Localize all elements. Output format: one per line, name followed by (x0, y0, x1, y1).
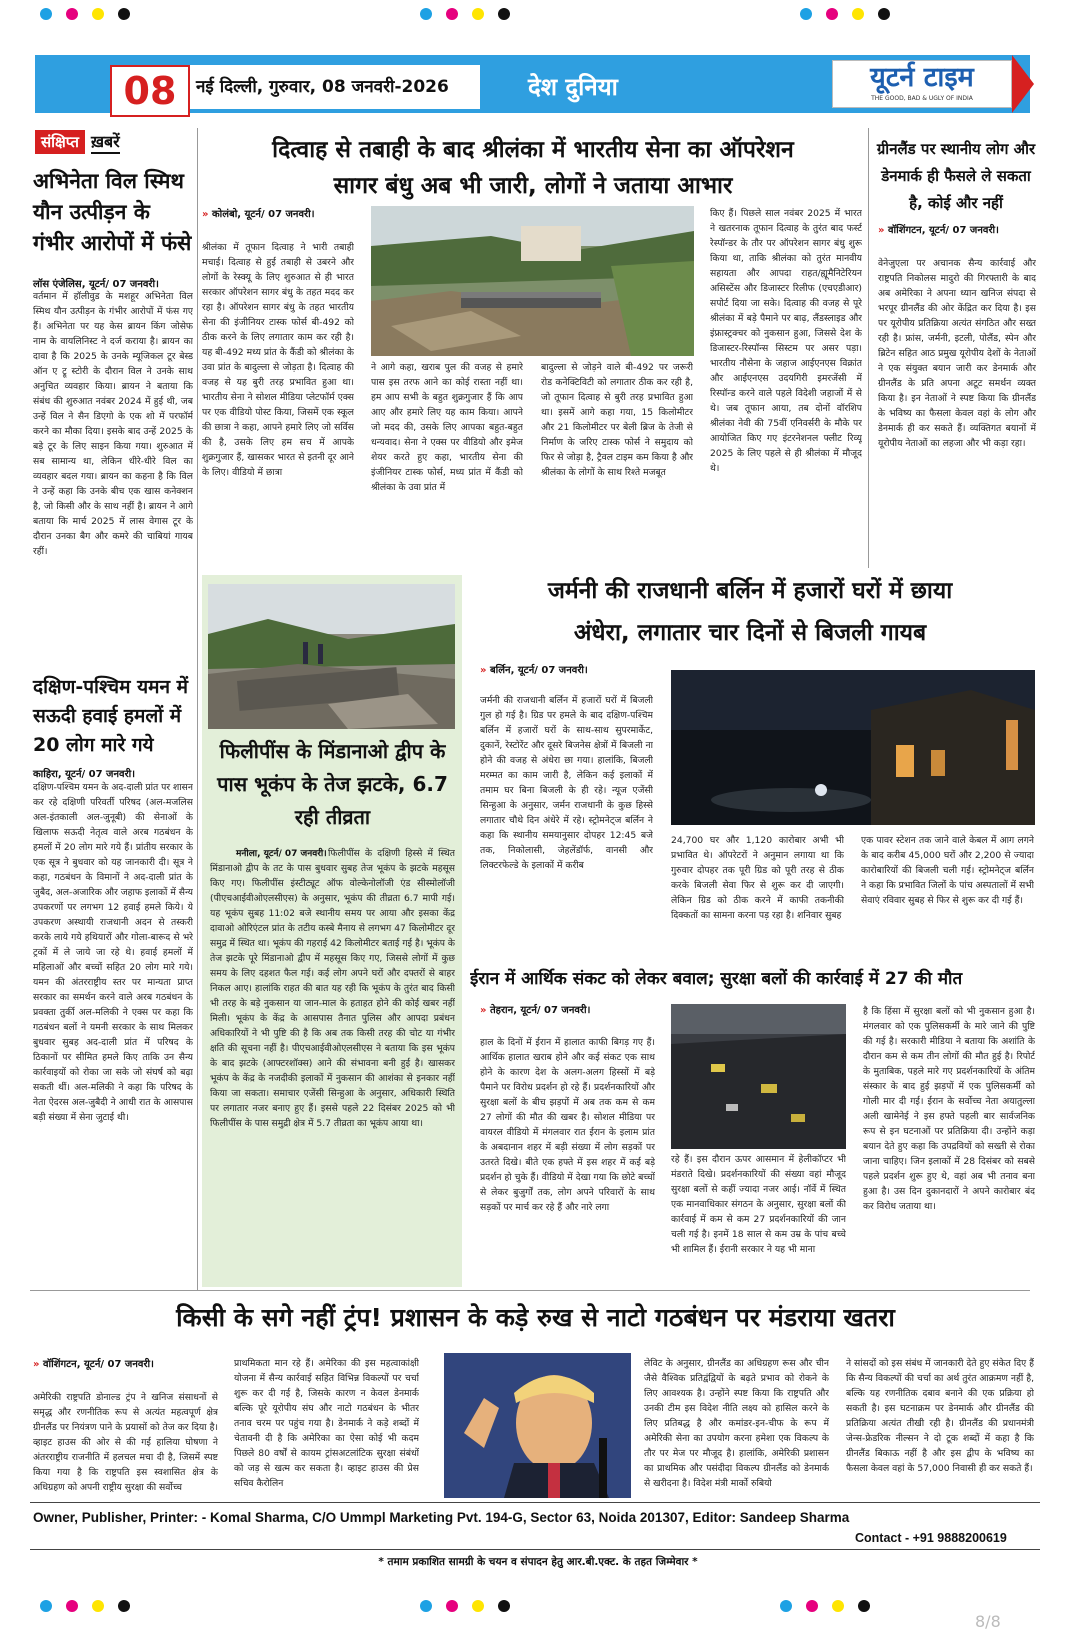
protest-photo-svg (671, 1004, 846, 1149)
registration-marks-bottom-3 (780, 1600, 870, 1612)
srilanka-dateline-text: कोलंबो, यूटर्न/ 07 जनवरी। (211, 209, 315, 220)
masthead-arrow (1012, 55, 1034, 113)
date-line: नई दिल्ली, गुरुवार, 08 जनवरी-2026 (190, 65, 480, 109)
iran-dateline-text: तेहरान, यूटर्न/ 07 जनवरी। (489, 1005, 591, 1016)
berlin-col2: 24,700 घर और 1,120 कारोबार अभी भी प्रभावित थे। ऑपरेटरों ने अनुमान लगाया था कि गुरुवार दोपहर तक पूरी ग्रिड को पूरी तरह से ठीक करके बिजली सेवा फिर से शुरू कर दी जाएगी। लेकिन ग्रिड को ठीक करने में काफी तकनीकी दिक्कतों का सामना करना पड़ रहा है। शनिवार सुबह (671, 835, 844, 921)
footer-rule-2 (30, 1549, 1040, 1550)
black-dot (118, 8, 130, 20)
berlin-dateline: » बर्लिन, यूटर्न/ 07 जनवरी। (480, 665, 588, 676)
srilanka-col4: किए हैं। पिछले साल नवंबर 2025 में भारत ने खतरनाक तूफान दित्वाह के तुरंत बाद फर्स्ट रेस्पॉन्डर के तौर पर ऑपरेशन सागर बंधु शुरू किया था, ताकि श्रीलंका को तुरंत मानवीय सहायता और आपदा राहत/ह्यूमैनिटेरियन असिस्टेंस और डिजास्टर रिलीफ (एचएडीआर) सपोर्ट दिया जा सके। दित्वाह की वजह से पूरे श्रीलंका में बड़े पैमाने पर बाढ़, लैंडस्लाइड और इंफ्रास्ट्रक्चर को नुकसान हुआ, जिससे देश के डिजास्टर-रिस्पॉन्स सिस्टम पर असर पड़ा। भारतीय नौसेना के जहाज आईएनएस विक्रांत और आईएनएस उदयगिरी इमरजेंसी में रिस्पॉन्ड करने वाले पहले विदेशी जहाजों में से थे। जब तूफान आया, तब दोनों वॉरशिप श्रीलंका नेवी की 75वीं एनिवर्सरी के मौके पर आयोजित किए गए इंटरनेशनल फ्लीट रिव्यू 2025 के लिए पहले से ही श्रीलंका में मौजूद थे। (710, 208, 862, 474)
berlin-headline-1: जर्मनी की राजधानी बर्लिन में हजारों घरों में छाया (547, 578, 953, 604)
iran-dateline: » तेहरान, यूटर्न/ 07 जनवरी। (480, 1005, 591, 1016)
berlin-headline-2: अंधेरा, लगातार चार दिनों से बिजली गायब (573, 620, 927, 646)
greenland-dateline: » वॉशिंगटन, यूटर्न/ 07 जनवरी। (878, 225, 999, 236)
earthquake-photo (208, 584, 455, 729)
srilanka-headline-2: सागर बंधु अब भी जारी, लोगों ने जताया आभार (333, 173, 733, 199)
iran-col2: रहे हैं। इस दौरान ऊपर आसमान में हेलीकॉप्टर भी मंडराते दिखे। प्रदर्शनकारियों की संख्या वहां मौजूद सुरक्षा बलों से कहीं ज्यादा नजर आई। नॉर्वे में स्थित एक मानवाधिकार संगठन के अनुसार, सुरक्षा बलों की कार्रवाई में कम से कम 27 प्रदर्शनकारियों की जान चली गई है। इनमें 18 साल से कम उम्र के पांच बच्चे भी शामिल हैं। ईरानी सरकार ने यह भी माना (671, 1154, 846, 1255)
iran-col3: है कि हिंसा में सुरक्षा बलों को भी नुकसान हुआ है। मंगलवार को एक पुलिसकर्मी के मारे जाने की पुष्टि की गई है। सरकारी मीडिया ने बताया कि अशांति के दौरान कम से कम तीन लोगों की मौत हुई है। रिपोर्ट के मुताबिक, पहले मारे गए प्रदर्शनकारियों के अंतिम संस्कार के बाद हुई झड़पों में एक पुलिसकर्मी को गोली मार दी गई। ईरान के सर्वोच्च नेता अयातुल्ला अली खामेनेई ने इस हफ्ते पहली बार सार्वजनिक रूप से इन घटनाओं पर प्रतिक्रिया दी। उन्होंने कड़ा बयान देते हुए कहा कि उपद्रवियों को सख्ती से रोका जाना चाहिए। जिन इलाकों में 28 दिसंबर को सबसे पहले प्रदर्शन शुरू हुए थे, वहां अब भी तनाव बना हुआ है। उस दिन दुकानदारों ने अपने कारोबार बंद कर विरोध जताया था। (863, 1006, 1035, 1212)
dark-house-photo (671, 670, 1035, 825)
srilanka-col1: श्रीलंका में तूफान दित्वाह ने भारी तबाही मचाई। दित्वाह से हुई तबाही से उबरने और लोगों के रेस्क्यू के लिए शुरुआत से ही भारत सरकार ऑपरेशन सागर बंधु के तहत मदद कर रहा है। ऑपरेशन सागर बंधु के तहत भारतीय सेना की इंजीनियर टास्क फोर्स बी-492 को ठीक करने के लिए लगातार काम कर रही है। यह बी-492 मध्य प्रांत के कैंडी को श्रीलंका के उवा प्रांत के बादुल्ला से जोड़ता है। दित्वाह की वजह से यह बुरी तरह प्रभावित हुआ था। भारतीय सेना ने सोशल मीडिया प्लेटफॉर्म एक्स पर एक वीडियो पोस्ट किया, जिसमें एक स्कूल की छात्रा ने कहा, आपने हमारे लिए जो सर्विस की है, उसके लिए हम सच में आपके शुक्रगुजार हैं, खासकर भारत से इतनी दूर आने के लिए। वीडियो में छात्रा (202, 242, 354, 478)
philippines-dateline: मनीला, यूटर्न/ 07 जनवरी। (236, 849, 327, 859)
trump-dateline: » वॉशिंगटन, यूटर्न/ 07 जनवरी। (33, 1359, 154, 1370)
srilanka-col3: बादुल्ला से जोड़ने वाले बी-492 पर जरूरी रोड कनेक्टिविटी को लगातार ठीक कर रही है, जो तूफान दित्वाह से बुरी तरह प्रभावित हुआ था। इसमें आगे कहा गया, 15 किलोमीटर और 21 किलोमीटर पर बेली ब्रिज के तेजी से निर्माण के जरिए टास्क फोर्स ने समुदाय को फिर से जोड़ा है, ट्रैवल टाइम कम किया है और श्रीलंका के लोगों के साथ रिश्ते मजबूत (541, 362, 693, 478)
yemen-body: दक्षिण-पश्चिम यमन के अद-दाली प्रांत पर शासन कर रहे दक्षिणी परिवर्ती परिषद (अल-मजलिस अल-इंतकाली अल-जुनूबी) की सेनाओं के खिलाफ सऊदी नेतृत्व वाले अरब गठबंधन के हमलों में 20 लोग मारे गये हैं। प्रांतीय सरकार के एक सूत्र ने बुधवार को यह जानकारी दी। सूत्र ने कहा, गठबंधन के विमानों ने अद-दाली प्रांत के जुबैद, अल-अजारिक और जहाफ इलाकों में सैन्य उपकरणों पर लगभग 12 हवाई हमले किये। ये उपकरण अस्थायी राजधानी अदन से तस्करी करके लाये गये हथियारों और गोला-बारूद से भरे ट्रकों में ले जाये जा रहे थे। हवाई हमलों में महिलाओं और बच्चों सहित 20 लोग मारे गये। यमन की अंतरराष्ट्रीय स्तर पर मान्यता प्राप्त सरकार का समर्थन करने वाले अरब गठबंधन के प्रवक्ता तुर्की अल-मलिकी ने एक्स पर कहा कि गठबंधन बलों ने यमनी सरकार के साथ मिलकर बुधवार सुबह अद-दाली प्रांत में परिषद के ठिकानों पर सीमित हमले किए ताकि उन सैन्य कार्रवाइयों को रोका जा सके जो संघर्ष को बढ़ा सकती थीं। अल-मलिकी ने कहा कि परिषद के नेता ऐदरस अल-जुबैदी ने आधी रात के आसपास बड़ी संख्या में सेना जुटाई थी। (33, 782, 193, 1123)
trump-col3: लेविट के अनुसार, ग्रीनलैंड का अधिग्रहण रूस और चीन जैसे वैश्विक प्रतिद्वंद्वियों के बढ़ते प्रभाव को रोकने के लिए आवश्यक है। उन्होंने स्पष्ट किया कि राष्ट्रपति और उनकी टीम इस विदेश नीति लक्ष्य को हासिल करने के लिए प्रतिबद्ध है और कमांडर-इन-चीफ के रूप में अमेरिकी सेना का उपयोग करना हमेशा एक विकल्प के तौर पर मेज पर मौजूद है। हालांकि, अमेरिकी प्रशासन का प्राथमिक और पसंदीदा विकल्प ग्रीनलैंड को डेनमार्क से खरीदना है। विदेश मंत्री मार्को रुबियो (644, 1358, 829, 1489)
srilanka-col2: ने आगे कहा, खराब पुल की वजह से हमारे पास इस तरफ आने का कोई रास्ता नहीं था। हम आप सभी के बहुत शुक्रगुजार हैं कि आप आए और हमारे लिए यह काम किया। आपने जो मदद की, उसके लिए आपका बहुत-बहुत धन्यवाद। सेना ने एक्स पर वीडियो और इमेज शेयर करते हुए कहा, भारतीय सेना की इंजीनियर टास्क फोर्स, मध्य प्रांत में कैंडी को श्रीलंका के उवा प्रांत में (371, 362, 523, 493)
page-marker: 8/8 (975, 1612, 1001, 1631)
will-smith-dateline: लॉस एंजेलिस, यूटर्न/ 07 जनवरी। (33, 279, 159, 290)
logo (832, 60, 1012, 108)
brief-tag-label: संक्षिप्त (35, 130, 85, 154)
yellow-dot (92, 8, 104, 20)
registration-marks-bottom-2 (420, 1600, 510, 1612)
registration-marks-bottom (40, 1600, 130, 1612)
greenland-body: वेनेजुएला पर अचानक सैन्य कार्रवाई और राष्ट्रपति निकोलस मादुरो की गिरफ्तारी के बाद अब अमेरिका ने अपना ध्यान खनिज संपदा से भरपूर ग्रीनलैंड की ओर केंद्रित कर दिया है। इस पर यूरोपीय प्रतिक्रिया अत्यंत संगठित और सख्त रही है। फ्रांस, जर्मनी, इटली, पोलैंड, स्पेन और ब्रिटेन सहित आठ प्रमुख यूरोपीय देशों के नेताओं ने एक संयुक्त बयान जारी कर डेनमार्क और ग्रीनलैंड के प्रति अपना अटूट समर्थन व्यक्त किया है। इन नेताओं ने स्पष्ट किया कि ग्रीनलैंड के भविष्य का फैसला केवल वहां के लोग और डेनमार्क ही कर सकते हैं। व्यक्तिगत बयानों में यूरोपीय नेताओं का लहजा और भी कड़ा रहा। (878, 258, 1036, 449)
brief-tag-label-2: ख़बरें (91, 130, 120, 154)
will-smith-headline: अभिनेता विल स्मिथ यौन उत्पीड़न के गंभीर आरोपों में फंसे (33, 169, 192, 255)
footer-disclaimer: * तमाम प्रकाशित सामग्री के चयन व संपादन हेतु आर.बी.एक्ट. के तहत जिम्मेवार * (378, 1556, 698, 1568)
brief-tag (35, 130, 120, 154)
bridge-photo (371, 206, 694, 356)
berlin-col1: जर्मनी की राजधानी बर्लिन में हजारों घरों में बिजली गुल हो गई है। ग्रिड पर हमले के बाद दक्षिण-पश्चिम बर्लिन में हजारों घरों के साथ-साथ सुपरमार्केट, दुकानें, रेस्टोरेंट और दूसरे बिजनेस क्षेत्रों में बिजली ना होने की वजह से अंधेरा छा गया। हालांकि, बिजली मरम्मत का काम जारी है, लेकिन कई इलाकों में तमाम घर बिना बिजली के ही रहे। न्यूज एजेंसी सिन्हुआ के अनुसार, जर्मन राजधानी के कुछ हिस्से लगातार चौथे दिन अंधेरे में रहे। स्ट्रोमनेट्ज बर्लिन ने कहा कि स्थानीय समयानुसार दोपहर 12:45 बजे तक, निकोलासी, जेहलेंडॉर्फ, वानसी और लिक्टरफेल्डे के इलाकों में करीब (480, 695, 653, 871)
magenta-dot (66, 8, 78, 20)
trump-col2: प्राथमिकता मान रहे हैं। अमेरिका की इस महत्वाकांक्षी योजना में सैन्य कार्रवाई सहित विभिन्न विकल्पों पर चर्चा शुरू कर दी गई है, जिसके कारण न केवल डेनमार्क बल्कि पूरे यूरोपीय संघ और नाटो गठबंधन के भीतर तनाव चरम पर पहुंच गया है। डेनमार्क ने कड़े शब्दों में चेतावनी दी है कि अमेरिका का ऐसा कोई भी कदम पिछले 80 वर्षों से कायम ट्रांसअटलांटिक सुरक्षा संबंधों को जड़ से खत्म कर सकता है। व्हाइट हाउस की प्रेस सचिव कैरोलिन (234, 1358, 419, 1489)
trump-photo (444, 1353, 631, 1498)
greenland-headline: ग्रीनलैंड पर स्थानीय लोग और डेनमार्क ही फैसले ले सकता है, कोई और नहीं (876, 140, 1036, 212)
berlin-col3: एक पावर स्टेशन तक जाने वाले केबल में आग लगने के बाद करीब 45,000 घरों और 2,200 से ज्यादा कारोबारियों की बिजली चली गई। स्ट्रोमनेट्ज बर्लिन ने कहा कि प्रभावित जिलों के पांच अस्पतालों में सभी सेवाएं रविवार सुबह से फिर से शुरू कर दी गई हैं। (861, 835, 1034, 906)
protest-photo (671, 1004, 846, 1149)
logo-text: यूटर्न टाइम (870, 62, 974, 93)
dark-house-photo-svg (671, 670, 1035, 825)
logo-tagline: THE GOOD, BAD & UGLY OF INDIA (871, 95, 973, 102)
trump-headline: किसी के सगे नहीं ट्रंप! प्रशासन के कड़े रुख से नाटो गठबंधन पर मंडराया खतरा (176, 1303, 895, 1332)
trump-col4: ने सांसदों को इस संबंध में जानकारी देते हुए संकेत दिए हैं कि सैन्य विकल्पों की चर्चा का अर्थ तुरंत आक्रमण नहीं है, बल्कि यह रणनीतिक दबाव बनाने की एक प्रक्रिया हो सकती है। इस घटनाक्रम पर डेनमार्क और ग्रीनलैंड की प्रतिक्रिया अत्यंत तीखी रही है। ग्रीनलैंड की प्रधानमंत्री जेन्स-फ्रेडरिक नील्सन ने दो टूक शब्दों में कहा है कि ग्रीनलैंड बिकाऊ नहीं है और इस द्वीप के भविष्य का फैसला केवल वहां के 57,000 निवासी ही कर सकते हैं। (846, 1358, 1034, 1474)
yemen-dateline: काहिरा, यूटर्न/ 07 जनवरी। (33, 769, 136, 780)
registration-marks-top (40, 8, 130, 20)
iran-headline: ईरान में आर्थिक संकट को लेकर बवाल; सुरक्षा बलों की कार्रवाई में 27 की मौत (470, 969, 963, 989)
cyan-dot (40, 8, 52, 20)
trump-dateline-text: वॉशिंगटन, यूटर्न/ 07 जनवरी। (42, 1359, 154, 1370)
row-rule (30, 1290, 1030, 1291)
yemen-headline: दक्षिण-पश्चिम यमन में सऊदी हवाई हमलों में 20 लोग मारे गये (33, 676, 188, 756)
section-title: देश दुनिया (528, 73, 618, 101)
page-number: 08 (110, 65, 190, 117)
srilanka-dateline: » कोलंबो, यूटर्न/ 07 जनवरी। (202, 209, 315, 220)
iran-col1: हाल के दिनों में ईरान में हालात काफी बिगड़ गए हैं। आर्थिक हालात खराब होने और कई संकट एक साथ होने के कारण देश के अलग-अलग हिस्सों में बड़े पैमाने पर विरोध प्रदर्शन हो रहे हैं। प्रदर्शनकारियों और सुरक्षा बलों के बीच झड़पों में अब तक कम से कम 27 लोगों की मौत की खबर है। सोशल मीडिया पर वायरल वीडियो में मंगलवार रात ईरान के इलाम प्रांत के अबदानान शहर में बड़ी संख्या में लोग सड़कों पर उतरते दिखे। बीते एक हफ्ते में इस शहर में कई बड़े प्रदर्शन हो चुके हैं। वीडियो में देखा गया कि छोटे बच्चों से लेकर बुजुर्गों तक, लोग अपने परिवारों के साथ सड़कों पर मार्च कर रहे हैं और नारे लगा (480, 1037, 655, 1213)
earthquake-photo-svg (208, 584, 455, 729)
trump-photo-svg (444, 1353, 631, 1498)
philippines-body: फिलीपींस के दक्षिणी हिस्से में स्थित मिंडानाओ द्वीप के तट के पास बुधवार सुबह तेज भूकंप के झटके महसूस किए गए। फिलीपींस इंस्टीट्यूट ऑफ वोल्केनोलॉजी एंड सीस्मोलॉजी (पीएचआईवीओएलसीएस) के अनुसार, भूकंप की तीव्रता 6.7 मापी गई। यह भूकंप सुबह 11:02 बजे स्थानीय समय पर आया और इसका केंद्र दावाओ ओरिएंटल प्रांत के तटीय कस्बे मैनाय से लगभग 47 किलोमीटर दूर समुद्र में स्थित था। भूकंप की गहराई 42 किलोमीटर बताई गई है। भूकंप के तेज झटके पूरे मिंडानाओ द्वीप में महसूस किए गए, जिससे लोगों में कुछ समय के लिए दहशत फैल गई। कई लोग अपने घरों और दफ्तरों से बाहर निकल आए। हालांकि राहत की बात यह रही कि भूकंप के तुरंत बाद किसी भी तरह के बड़े नुकसान या जान-माल के हताहत होने की कोई खबर नहीं मिली। भूकंप के केंद्र के आसपास तैनात पुलिस और आपदा प्रबंधन अधिकारियों ने भी पुष्टि की है कि अब तक किसी तरह की चोट या गंभीर क्षति की सूचना नहीं है। पीएचआईवीओएलसीएस ने बताया कि इस भूकंप के बाद झटके (आफ्टरशॉक्स) आने की संभावना बनी हुई है। खासकर भूकंप के केंद्र के नजदीकी इलाकों में नुकसान की आशंका से इनकार नहीं किया जा सकता। समाचार एजेंसी सिन्हुआ के अनुसार, अधिकारी स्थिति पर लगातार नजर बनाए हुए हैं। इससे पहले 22 दिसंबर 2025 को भी फिलीपींस के पास समुद्री क्षेत्र में 5.7 तीव्रता का भूकंप आया था। (210, 848, 455, 1129)
registration-marks-top-3 (800, 8, 890, 20)
footer-imprint: Owner, Publisher, Printer: - Komal Sharma, C/O Ummpl Marketing Pvt. 194-G, Sector 63, Noida 201307, Editor: Sandeep Sharma (33, 1510, 850, 1525)
column-rule (197, 128, 198, 1290)
trump-col1: अमेरिकी राष्ट्रपति डोनाल्ड ट्रंप ने खनिज संसाधनों से समृद्ध और रणनीतिक रूप से अत्यंत महत्वपूर्ण क्षेत्र ग्रीनलैंड पर नियंत्रण पाने के प्रयासों को तेज कर दिया है। व्हाइट हाउस की ओर से की गई हालिया घोषणा ने अंतरराष्ट्रीय राजनीति में हलचल मचा दी है, जिसमें स्पष्ट किया गया है कि राष्ट्रपति इस स्वशासित क्षेत्र के अधिग्रहण को अपनी राष्ट्रीय सुरक्षा की सर्वोच्च (33, 1392, 218, 1493)
footer-rule (30, 1502, 1040, 1503)
greenland-dateline-text: वॉशिंगटन, यूटर्न/ 07 जनवरी। (887, 225, 999, 236)
footer-contact: Contact - +91 9888200619 (855, 1531, 1007, 1545)
will-smith-body: वर्तमान में हॉलीवुड के मशहूर अभिनेता विल स्मिथ यौन उत्पीड़न के गंभीर आरोपों में फंस गए हैं। अभिनेता पर यह केस ब्रायन किंग जोसेफ नाम के वायलिनिस्ट ने दर्ज कराया है। ब्रायन का दावा है कि 2025 के उनके म्यूजिकल टूर बेस्ड ऑन ए ट्रू स्टोरी के दौरान विल ने उनके साथ अनुचित व्यवहार किया। ब्रायन ने बताया कि संबंध की शुरुआत नवंबर 2024 में हुई थी, जब उन्हें विल ने सैन डिएगो के एक शो में परफॉर्म करने का मौका दिया। इसके बाद उन्हें 2025 के बड़े टूर के लिए साइन किया गया। शुरुआत में सब सामान्य था, लेकिन धीरे-धीरे विल का व्यवहार बदल गया। ब्रायन का कहना है कि विल ने उन्हें कहा कि उनके बीच एक खास कनेक्शन है, जो किसी और के साथ नहीं है। ब्रायन ने आगे बताया कि मार्च 2025 में लास वेगास टूर के दौरान उनका बैग और कमरे की चाबियां गायब रहीं। (33, 291, 193, 557)
srilanka-headline-1: दित्वाह से तबाही के बाद श्रीलंका में भारतीय सेना का ऑपरेशन (272, 137, 794, 163)
berlin-dateline-text: बर्लिन, यूटर्न/ 07 जनवरी। (489, 665, 588, 676)
column-rule (868, 128, 869, 568)
registration-marks-top-2 (420, 8, 510, 20)
bridge-photo-svg (371, 206, 694, 356)
philippines-headline: फिलीपींस के मिंडानाओ द्वीप के पास भूकंप के तेज झटके, 6.7 रही तीव्रता (217, 739, 448, 829)
